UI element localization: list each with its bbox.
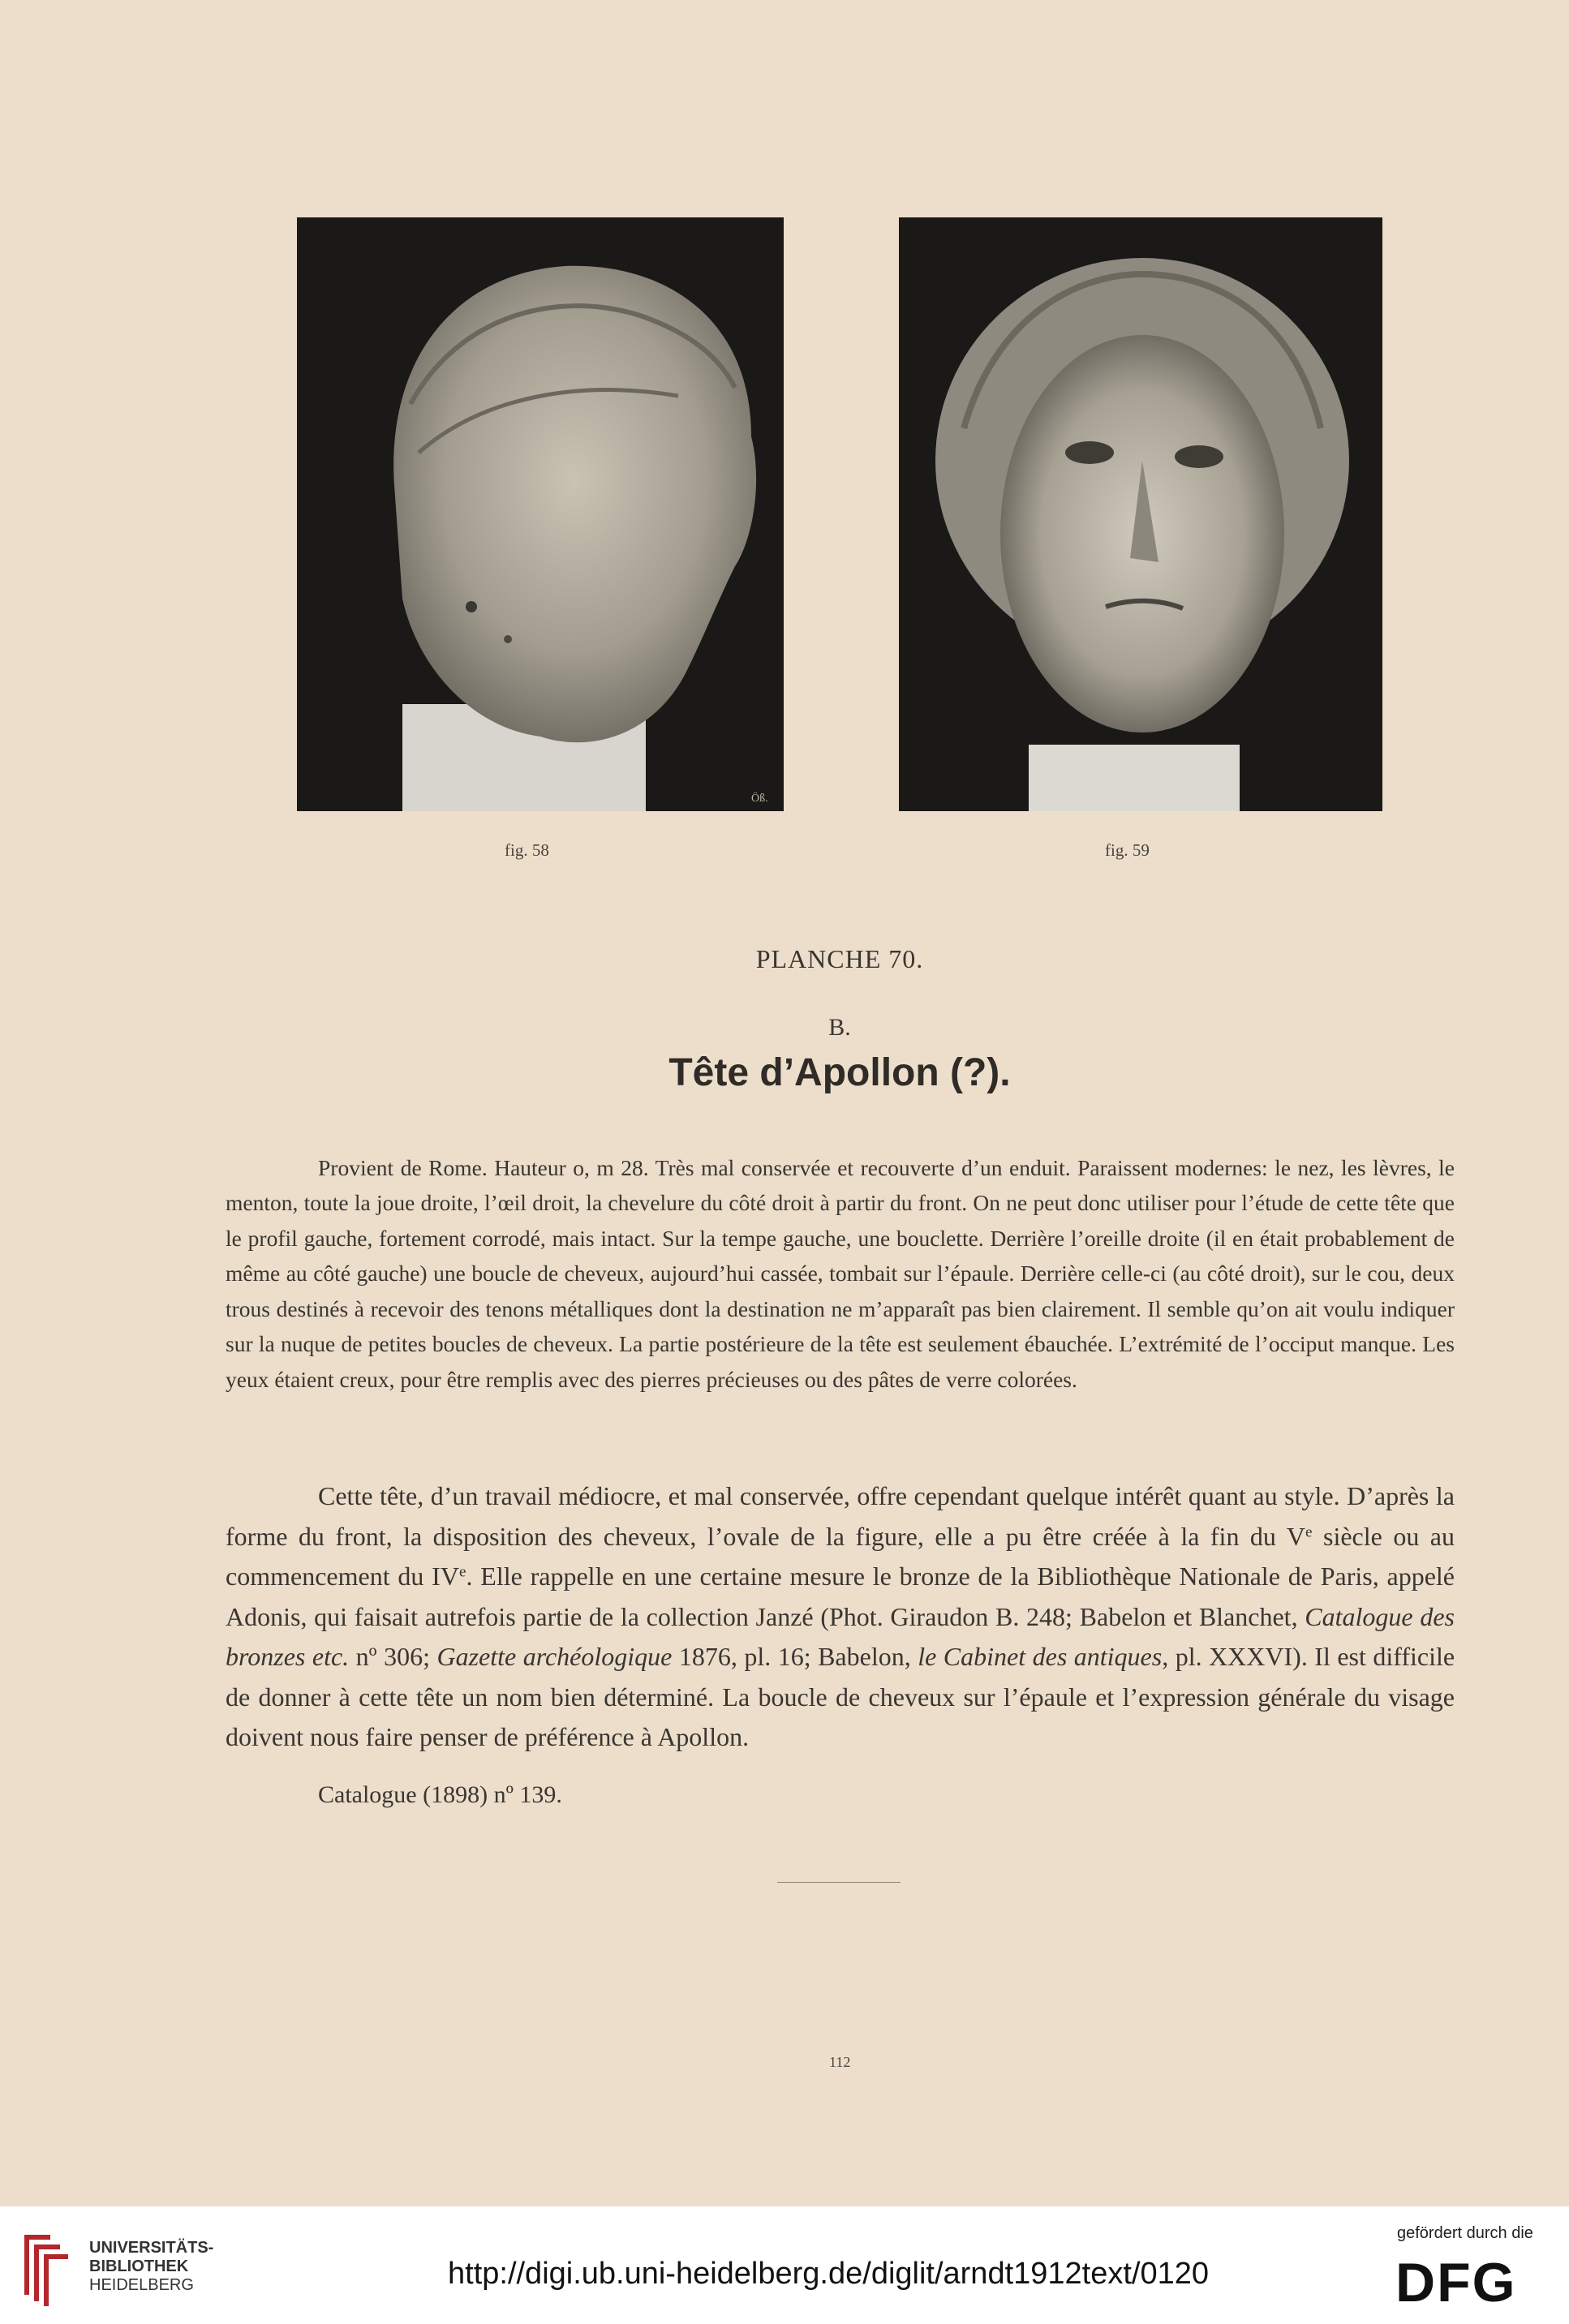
plate-letter: B.: [828, 1014, 851, 1041]
plate-heading: PLANCHE 70.: [755, 944, 924, 973]
frontal-head-image: [899, 217, 1382, 811]
figure-59-caption: fig. 59: [1105, 840, 1150, 860]
photographer-mark: Öß.: [751, 793, 768, 805]
funding-note: gefördert durch die: [1397, 2224, 1533, 2242]
figure-59-photo: [899, 217, 1382, 811]
article-title: Tête d’Apollon (?).: [668, 1051, 1011, 1094]
dfg-logo: DFG: [1395, 2252, 1517, 2313]
library-logo-icon: [18, 2227, 75, 2308]
section-divider: [777, 1882, 901, 1883]
catalogue-reference: Catalogue (1898) nº 139.: [318, 1781, 562, 1808]
figure-58-caption: fig. 58: [505, 840, 549, 860]
description-paragraph: Provient de Rome. Hauteur o, m 28. Très mal conservée et recouverte d’un enduit. Paraissent modernes: le nez, les lèvres, le menton, toute la joue droite, l’œil droit, la chevelure du côté droit à partir du front. On ne peut donc utiliser pour l’étude de cette tête que le profil gauche, fortement corrodé, mais intact. Sur la tempe gauche, une bouclette. Derrière l’oreille droite (il en était probablement de même au côté gauche) une boucle de cheveux, aujourd’hui cassée, tombait sur l’épaule. Derrière celle-ci (au côté droit), sur le cou, deux trous destinés à recevoir des tenons métalliques dont la destination ne m’apparaît pas bien clairement. Il semble qu’on ait voulu indiquer sur la nuque de petites boucles de cheveux. La partie postérieure de la tête est seulement ébauchée. L’extrémité de l’occiput manque. Les yeux étaient creux, pour être remplis avec des pierres précieuses ou des pâtes de verre colorées.: [226, 1154, 1455, 1393]
footer-bar: [0, 2206, 1569, 2324]
figure-58-photo: [297, 217, 784, 811]
library-name: UNIVERSITÄTS- BIBLIOTHEK HEIDELBERG: [89, 2239, 214, 2294]
profile-head-image: [297, 217, 784, 811]
page-number: 112: [829, 2054, 851, 2070]
commentary-paragraph: Cette tête, d’un travail médiocre, et mal conservée, offre cependant quelque intérêt quant au style. D’après la forme du front, la disposition des cheveux, l’ovale de la figure, elle a pu être créée à la fin du Ve siècle ou au commencement du IVe. Elle rappelle en une certaine mesure le bronze de la Bibliothèque Nationale de Paris, appelé Adonis, qui faisait autrefois partie de la collection Janzé (Phot. Giraudon B. 248; Babelon et Blanchet, Catalogue des bronzes etc. nº 306; Gazette archéologique 1876, pl. 16; Babelon, le Cabinet des antiques, pl. XXXVI). Il est difficile de donner à cette tête un nom bien déterminé. La boucle de cheveux sur l’épaule et l’expression générale du visage doivent nous faire penser de préférence à Apollon.: [226, 1481, 1455, 1751]
permalink-url[interactable]: http://digi.ub.uni-heidelberg.de/diglit/arndt1912text/0120: [448, 2257, 1210, 2291]
